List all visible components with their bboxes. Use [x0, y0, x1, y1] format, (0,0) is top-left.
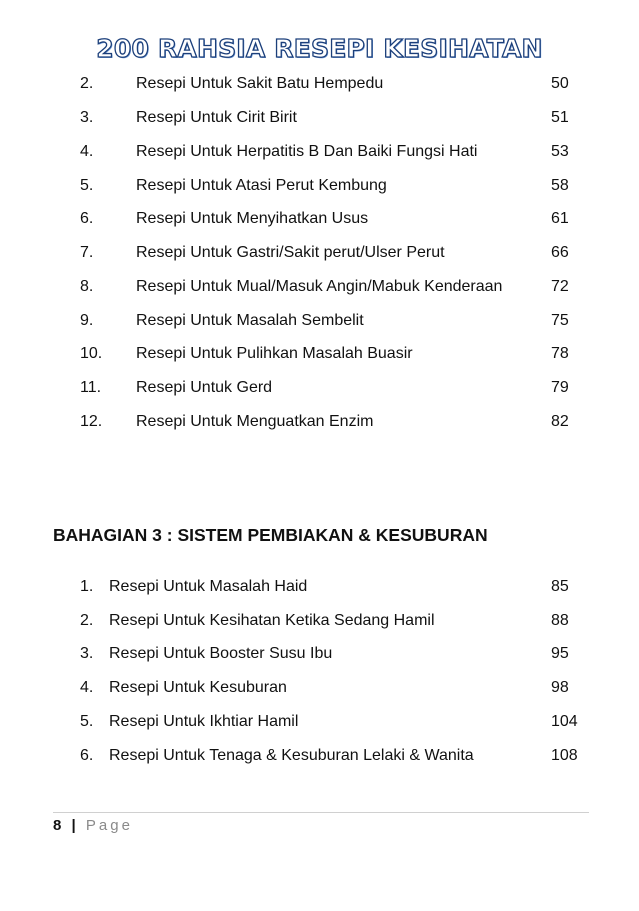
toc-item-label: Resepi Untuk Herpatitis B Dan Baiki Fungsi Hati — [136, 143, 478, 160]
toc-item-page: 66 — [551, 244, 569, 261]
toc-item-number: 10. — [80, 345, 103, 362]
toc-item-page: 79 — [551, 379, 569, 396]
toc-item — [0, 207, 639, 231]
toc-item-page: 75 — [551, 312, 569, 329]
toc-item-label: Resepi Untuk Ikhtiar Hamil — [109, 713, 299, 730]
toc-item-page: 88 — [551, 612, 569, 629]
toc-item-label: Resepi Untuk Menguatkan Enzim — [136, 413, 374, 430]
toc-item-number: 8. — [80, 278, 94, 295]
toc-item-label: Resepi Untuk Tenaga & Kesuburan Lelaki & Wanita — [109, 747, 474, 764]
toc-item-page: 53 — [551, 143, 569, 160]
toc-item-page: 108 — [551, 747, 578, 764]
toc-item — [0, 309, 639, 333]
toc-item — [0, 376, 639, 400]
toc-item-page: 82 — [551, 413, 569, 430]
toc-item-label: Resepi Untuk Kesuburan — [109, 679, 287, 696]
toc-item — [0, 241, 639, 265]
toc-item-number: 4. — [80, 679, 94, 696]
toc-item — [0, 744, 639, 768]
toc-item-label: Resepi Untuk Cirit Birit — [136, 109, 297, 126]
toc-item — [0, 676, 639, 700]
toc-item — [0, 342, 639, 366]
toc-item-label: Resepi Untuk Booster Susu Ibu — [109, 645, 333, 662]
toc-item-page: 78 — [551, 345, 569, 362]
toc-item-page: 51 — [551, 109, 569, 126]
section-heading: BAHAGIAN 3 : SISTEM PEMBIAKAN & KESUBURAN — [53, 525, 488, 545]
toc-item — [0, 174, 639, 198]
toc-item — [0, 72, 639, 96]
toc-item-page: 98 — [551, 679, 569, 696]
toc-item-number: 9. — [80, 312, 94, 329]
toc-item-number: 5. — [80, 177, 94, 194]
toc-item — [0, 575, 639, 599]
page-footer — [53, 817, 133, 834]
toc-item-page: 61 — [551, 210, 569, 227]
document-title: 200 RAHSIA RESEPI KESIHATAN — [96, 34, 543, 63]
toc-item-number: 6. — [80, 210, 94, 227]
toc-item — [0, 710, 639, 734]
toc-item-number: 11. — [80, 379, 102, 396]
toc-item — [0, 642, 639, 666]
toc-item-number: 12. — [80, 413, 103, 430]
toc-item-label: Resepi Untuk Masalah Sembelit — [136, 312, 364, 329]
toc-item-number: 6. — [80, 747, 94, 764]
toc-item-page: 85 — [551, 578, 569, 595]
toc-item-label: Resepi Untuk Mual/Masuk Angin/Mabuk Kenderaan — [136, 278, 503, 295]
toc-item-number: 2. — [80, 612, 94, 629]
toc-item-number: 7. — [80, 244, 94, 261]
toc-item-page: 72 — [551, 278, 569, 295]
toc-item — [0, 140, 639, 164]
toc-item-label: Resepi Untuk Menyihatkan Usus — [136, 210, 369, 227]
toc-item — [0, 410, 639, 434]
toc-item-label: Resepi Untuk Gerd — [136, 379, 273, 396]
toc-item — [0, 275, 639, 299]
toc-item-number: 2. — [80, 75, 94, 92]
toc-item-page: 95 — [551, 645, 569, 662]
toc-item — [0, 609, 639, 633]
toc-item-number: 3. — [80, 645, 94, 662]
toc-item-label: Resepi Untuk Atasi Perut Kembung — [136, 177, 387, 194]
toc-item-label: Resepi Untuk Sakit Batu Hempedu — [136, 75, 384, 92]
footer-divider — [53, 812, 589, 813]
toc-item-page: 104 — [551, 713, 578, 730]
toc-item-number: 1. — [80, 578, 94, 595]
toc-item — [0, 106, 639, 130]
toc-item-page: 50 — [551, 75, 569, 92]
toc-item-label: Resepi Untuk Pulihkan Masalah Buasir — [136, 345, 413, 362]
toc-item-label: Resepi Untuk Gastri/Sakit perut/Ulser Perut — [136, 244, 445, 261]
toc-item-label: Resepi Untuk Masalah Haid — [109, 578, 308, 595]
toc-item-number: 5. — [80, 713, 94, 730]
footer-separator: | — [71, 817, 76, 834]
toc-item-page: 58 — [551, 177, 569, 194]
toc-item-number: 3. — [80, 109, 94, 126]
toc-item-number: 4. — [80, 143, 94, 160]
page-number: 8 — [53, 817, 62, 834]
toc-item-label: Resepi Untuk Kesihatan Ketika Sedang Hamil — [109, 612, 435, 629]
page-label: Page — [85, 817, 133, 834]
